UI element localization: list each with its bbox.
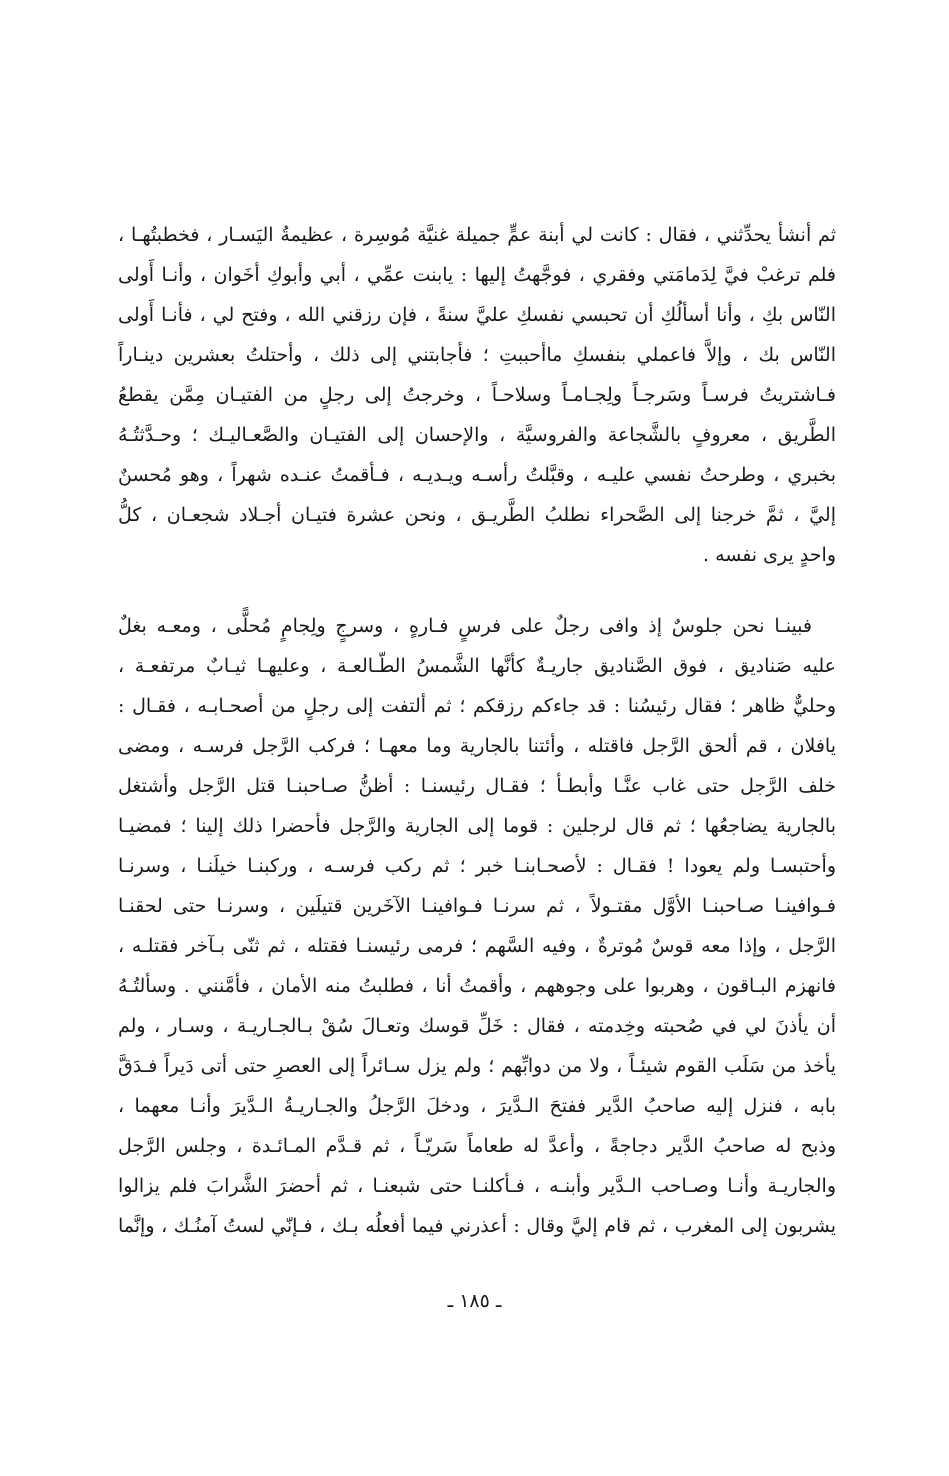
text-line: أن يأذنَ لي في صُحبته وخِدمته ، فقال : خَلِّ قوسك وتعـالَ سُقْ بـالجـاريـة ، وسـار ، ولم bbox=[118, 1015, 836, 1037]
text-line: فـوافينـا صـاحبنـا الأوَّل مقتـولاً ، ثم سرنـا فـوافينـا الآخَرين قتيلَين ، وسرنـا حتى لحقنـا bbox=[118, 895, 836, 917]
text-line: عليه صَناديق ، فوق الصَّناديق جاريـةٌ كأنَّها الشَّمسُ الطّـالعـة ، وعليهـا ثيـابٌ مرتفعـة ، bbox=[118, 655, 836, 677]
text-line: وأحتبسـا ولم يعودا ! فقـال : لأصحـابنـا خبر ؛ ثم ركب فرسـه ، وركبنـا خيلَنـا ، وسرنـا bbox=[118, 855, 836, 877]
text-line: النّاس بك ، وإلاَّ فاعملي بنفسكِ ماأحببتِ ؛ فأجابتني إلى ذلك ، وأحتلتُ بعشرين دينـاراً bbox=[118, 344, 836, 366]
text-line: فانهزم البـاقون ، وهربوا على وجوههم ، وأقمتُ أنا ، فطلبتُ منه الأمان ، فأمَّنني . وسألتُـهُ bbox=[118, 975, 836, 997]
page-number: ـ ١٨٥ ـ bbox=[447, 1290, 502, 1312]
text-line: ثم أنشأ يحدِّثني ، فقال : كانت لي أبنة عمٍّ جميلة غنيَّة مُوسِرة ، عظيمةُ اليَسـار ، فخطبتُهـا ، bbox=[118, 224, 836, 246]
text-line: فلم ترغبْ فيَّ لِدَمامَتي وفقري ، فوجَّهتُ إليها : يابنت عمِّي ، أبي وأبوكِ أخَوان ، وأنـا أَولى bbox=[118, 264, 836, 286]
text-line: خلف الرَّجل حتى غاب عنَّـا وأبطـأ ؛ فقـال رئيسنـا : أظنُّ صـاحبنـا قتل الرَّجل وأشتغل bbox=[118, 775, 836, 797]
text-line: بخبري ، وطرحتُ نفسي عليـه ، وقبَّلتُ رأسـه ويـديـه ، فـأقمتُ عنـده شهراً ، وهو مُحسنٌ bbox=[118, 464, 836, 486]
paragraph-2 bbox=[118, 606, 836, 1246]
text-line: النّاس بكِ ، وأنا أسألُكِ أن تحبسي نفسكِ عليَّ سنةً ، فإن رزقني الله ، وفتح لي ، فأنـا أَولى bbox=[118, 304, 836, 326]
text-line: يشربون إلى المغرب ، ثم قام إليَّ وقال : أعذرني فيما أفعلُه بـك ، فـإنّي لستُ آمنُـك ، وإنَّما bbox=[118, 1215, 836, 1237]
text-line: بابه ، فنزل إليه صاحبُ الدَّير ففتحَ الـدَّيرَ ، ودخلَ الرَّجلُ والجـاريـةُ الـدَّيرَ وأنـا معهما ، bbox=[118, 1095, 836, 1117]
text-line: وحليٌّ ظاهر ؛ فقال رئيسُنا : قد جاءكم رزقكم ؛ ثم ألتفت إلى رجلٍ من أصحـابـه ، فقـال : bbox=[118, 695, 836, 717]
text-line: وذبح له صاحبُ الدَّير دجاجةً ، وأعدَّ له طعاماً سَريّـاً ، ثم قـدَّم المـائـدة ، وجلس الرَّجل bbox=[118, 1135, 836, 1157]
text-line: يأخذ من سَلَب القوم شيئـاً ، ولا من دوابِّهم ؛ ولم يزل سـائراً إلى العصرِ حتى أتى دَيراً فـدَقَّ bbox=[118, 1055, 836, 1077]
text-line: يافلان ، قم ألحق الرَّجل فاقتله ، وأئتنا بالجارية وما معهـا ؛ فركب الرَّجل فرسـه ، ومضى bbox=[118, 735, 836, 757]
text-line: والجاريـة وأنـا وصـاحب الـدَّير وأبنـه ، فـأكلنـا حتى شبعنـا ، ثم أحضرَ الشَّرابَ فلم يزالوا bbox=[118, 1175, 836, 1197]
text-line: بالجارية يضاجعُها ؛ ثم قال لرجلين : قوما إلى الجارية والرَّجل فأحضرا ذلك إلينا ؛ فمضيـا bbox=[118, 815, 836, 837]
text-line: الطَّريق ، معروفٍ بالشَّجاعة والفروسيَّة ، والإحسان إلى الفتيـان والصَّعـاليـك ؛ وحـدَّثتُـهُ bbox=[118, 424, 836, 446]
paragraph-1 bbox=[118, 215, 836, 575]
text-line: إليَّ ، ثمَّ خرجنا إلى الصَّحراء نطلبُ الطَّريـق ، ونحن عشرة فتيـان أجـلاد شجعـان ، كلُّ bbox=[118, 504, 836, 526]
text-line: واحدٍ يرى نفسه . bbox=[702, 544, 836, 566]
text-line: فبينـا نحن جلوسٌ إذ وافى رجلٌ على فرسٍ فـارهٍ ، وسرجٍ ولِجامٍ مُحلًّى ، ومعـه بغلٌ bbox=[118, 615, 812, 637]
text-line: فـاشتريتُ فرسـاً وسَرجـاً ولِجـامـاً وسلاحـاً ، وخرجتُ إلى رجلٍ من الفتيـان مِمَّن يقطعُ bbox=[118, 384, 836, 406]
text-line: الرَّجل ، وإذا معه قوسٌ مُوترةٌ ، وفيه السَّهم ؛ فرمى رئيسنـا فقتله ، ثم ثنّى بـآخر فقتلـه ، bbox=[118, 935, 836, 957]
